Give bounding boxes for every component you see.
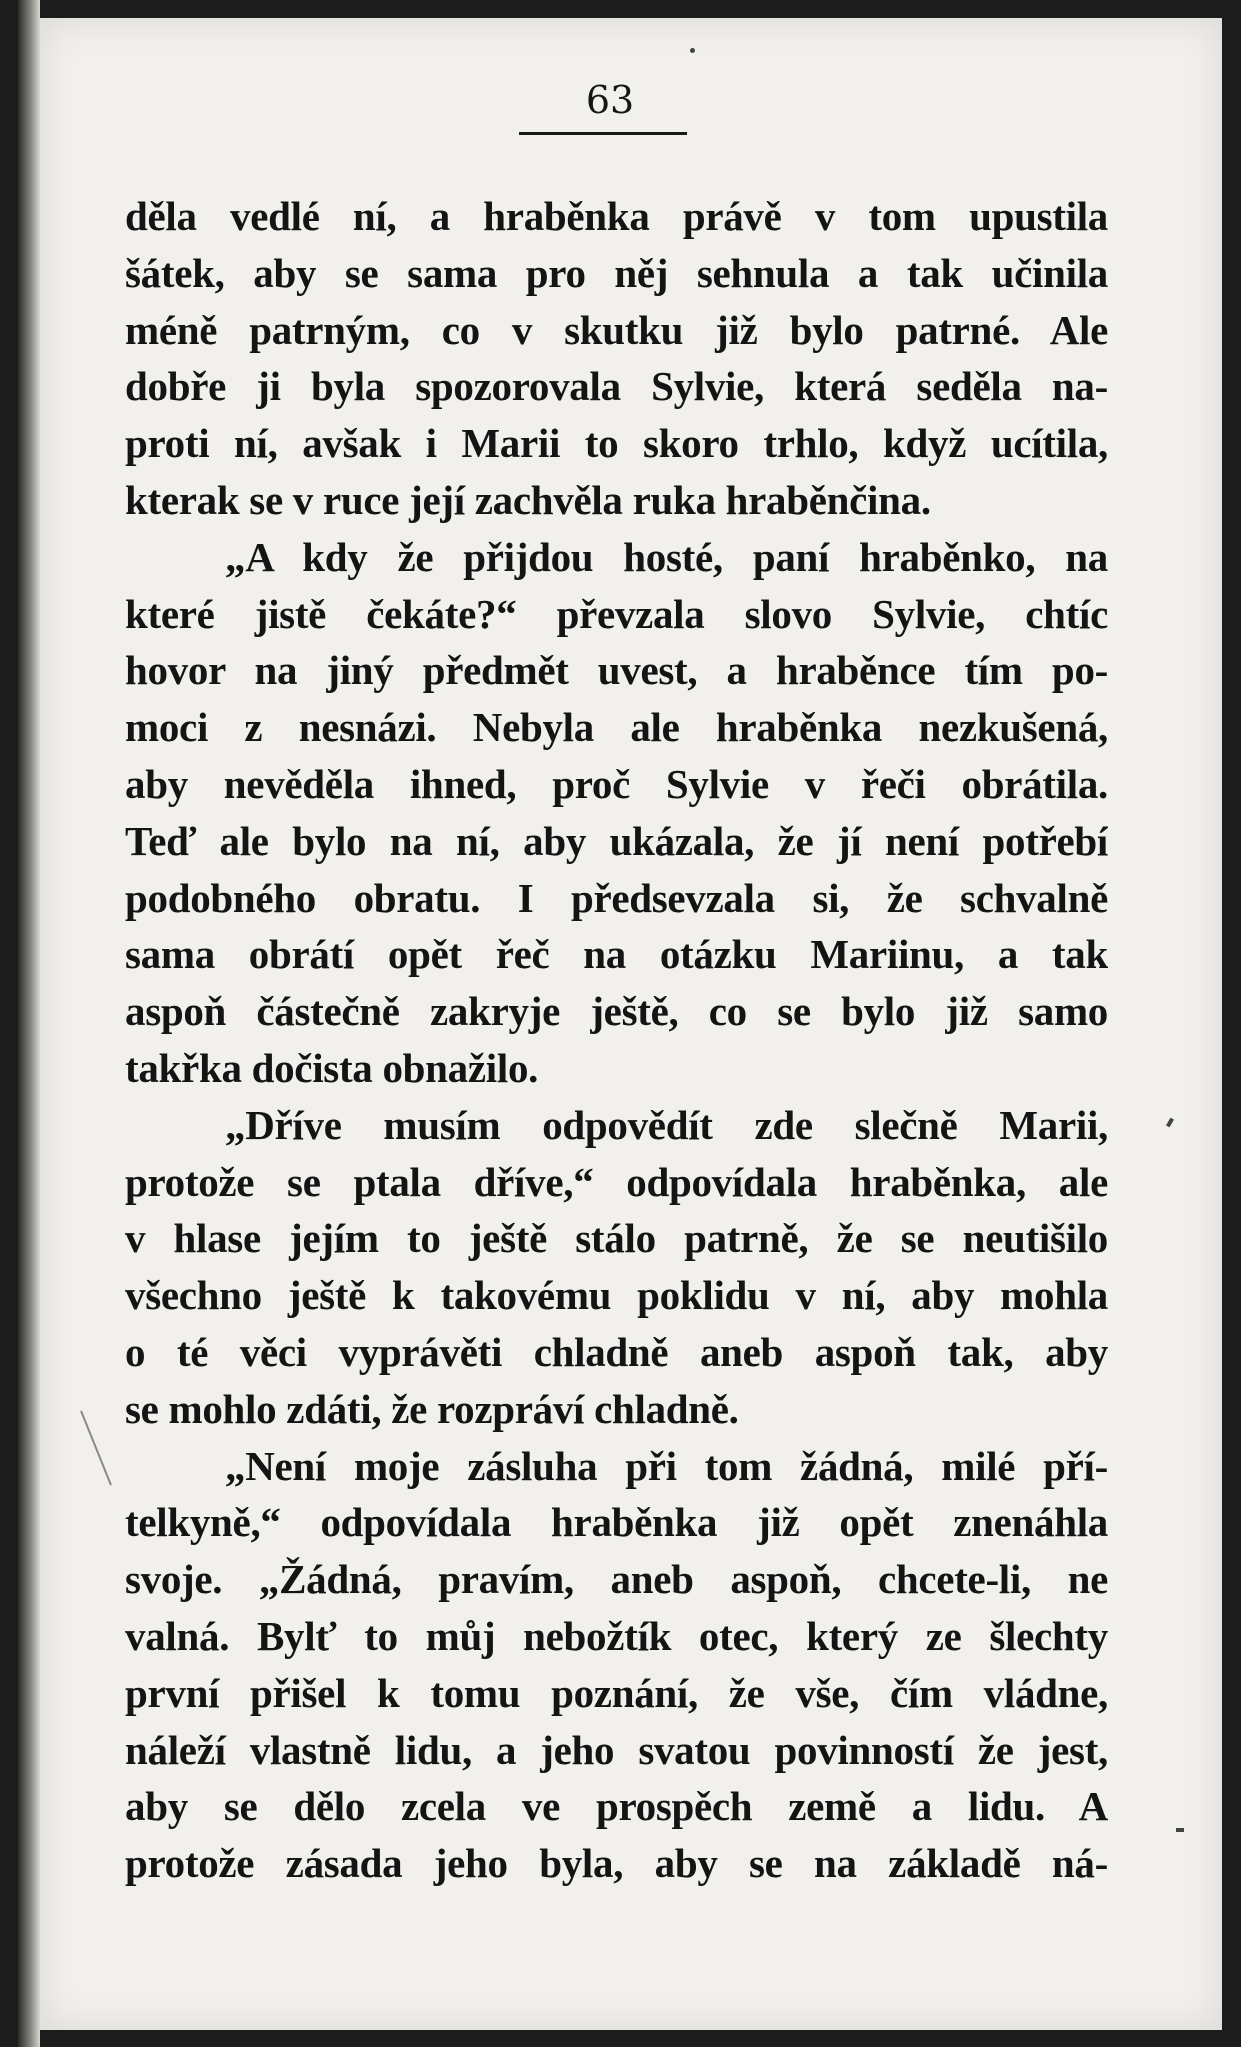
text-line: aby se dělo zcela ve prospěch země a lidu. A [125, 1783, 1108, 1830]
text-line: děla vedlé ní, a hraběnka právě v tom upustila [125, 193, 1108, 239]
text-line: méně patrným, co v skutku již bylo patrné. Ale [125, 306, 1108, 353]
text-line: proti ní, avšak i Marii to skoro trhlo, když ucítila, [125, 420, 1108, 467]
page-number: 63 [585, 78, 635, 122]
text-line: dobře ji byla spozorovala Sylvie, která seděla na- [125, 363, 1108, 410]
text-line: aby nevěděla ihned, proč Sylvie v řeči obrátila. [125, 760, 1108, 807]
text-line: „Není moje zásluha při tom žádná, milé pří- [225, 1442, 1108, 1489]
text-line: takřka dočista obnažilo. [125, 1044, 539, 1091]
page-number-rule [519, 132, 687, 135]
page-binding-edge [18, 0, 40, 2047]
text-line: Teď ale bylo na ní, aby ukázala, že jí není potřebí [125, 817, 1108, 864]
text-line: moci z nesnázi. Nebyla ale hraběnka nezkušená, [125, 704, 1108, 751]
text-line: hovor na jiný předmět uvest, a hraběnce tím po- [125, 647, 1108, 694]
text-line: o té věci vyprávěti chladně aneb aspoň tak, aby [125, 1328, 1108, 1375]
text-line: první přišel k tomu poznání, že vše, čím vládne, [125, 1669, 1108, 1716]
scan-speck [690, 48, 695, 53]
text-line: „Dříve musím odpovědít zde slečně Marii, [225, 1101, 1108, 1148]
text-line: kterak se v ruce její zachvěla ruka hraběnčina. [125, 476, 931, 523]
text-line: protože zásada jeho byla, aby se na základě ná- [125, 1840, 1108, 1887]
text-line: všechno ještě k takovému poklidu v ní, aby mohla [125, 1272, 1108, 1319]
text-line: telkyně,“ odpovídala hraběnka již opět znenáhla [125, 1499, 1108, 1546]
text-line: které jistě čekáte?“ převzala slovo Sylvie, chtíc [125, 590, 1108, 637]
text-line: „A kdy že přijdou hosté, paní hraběnko, na [225, 533, 1108, 580]
text-line: v hlase jejím to ještě stálo patrně, že se neutišilo [125, 1215, 1108, 1262]
text-line: podobného obratu. I předsevzala si, že schvalně [125, 874, 1108, 921]
body-text [125, 188, 1108, 1892]
text-line: svoje. „Žádná, pravím, aneb aspoň, chcete-li, ne [125, 1556, 1108, 1603]
text-line: aspoň částečně zakryje ještě, co se bylo již samo [125, 988, 1108, 1035]
text-line: náleží vlastně lidu, a jeho svatou povinností že jest, [125, 1726, 1108, 1773]
scan-speck [1176, 1828, 1184, 1832]
text-line: sama obrátí opět řeč na otázku Mariinu, a tak [125, 931, 1108, 978]
text-line: valná. Bylť to můj nebožtík otec, který ze šlechty [125, 1612, 1108, 1659]
text-line: protože se ptala dříve,“ odpovídala hraběnka, ale [125, 1158, 1108, 1205]
text-line: se mohlo zdáti, že rozpráví chladně. [125, 1385, 739, 1432]
text-line: šátek, aby se sama pro něj sehnula a tak učinila [125, 249, 1108, 296]
